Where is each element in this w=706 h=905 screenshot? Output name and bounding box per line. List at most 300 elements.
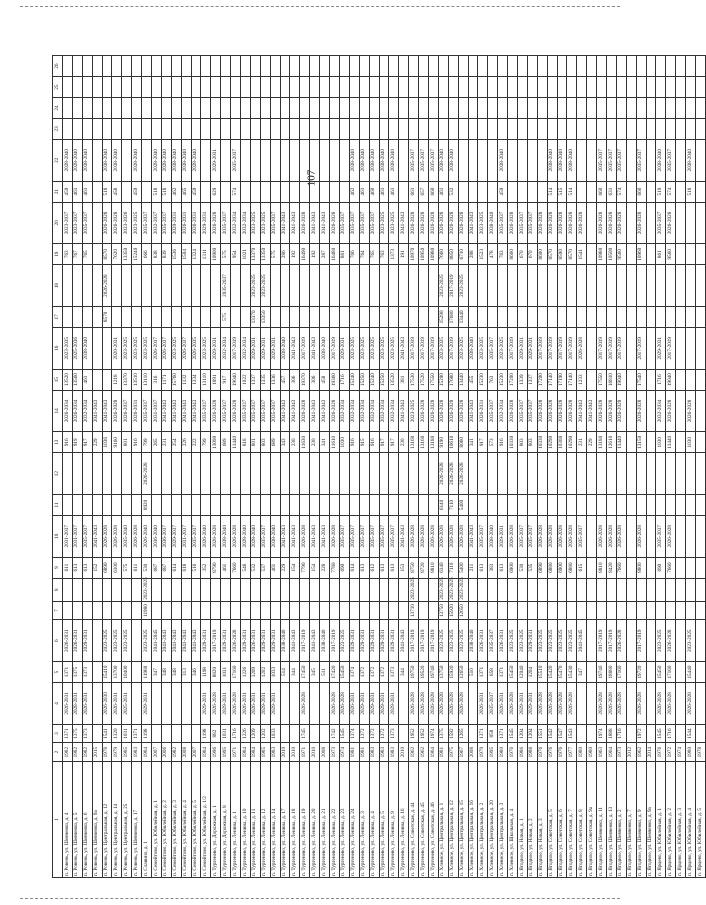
address-cell: п. Тургенево, ул. Дорожная, д. 1 xyxy=(211,761,221,877)
value-cell: 9560 xyxy=(616,244,626,265)
value-cell: 7110 xyxy=(448,494,458,515)
value-cell: 2026-2028 xyxy=(557,515,567,557)
value-cell xyxy=(676,139,686,181)
value-cell: 7110 xyxy=(448,557,458,578)
value-cell xyxy=(587,683,597,725)
address-cell: п. Ярцево, ул. Юбилейная, д. 1 xyxy=(656,761,666,877)
value-cell: 661 xyxy=(409,181,419,202)
value-cell xyxy=(577,306,587,327)
value-cell xyxy=(161,683,171,725)
value-cell xyxy=(478,181,488,202)
value-cell xyxy=(171,683,181,725)
value-cell xyxy=(201,494,211,515)
value-cell xyxy=(686,601,696,620)
value-cell xyxy=(250,601,260,620)
value-cell xyxy=(290,578,300,601)
value-cell: 1544 xyxy=(686,724,696,743)
value-cell: 2038-2040 xyxy=(686,139,696,181)
address-cell: п. Тургенево, ул. Ленина, д. 21 xyxy=(320,761,330,877)
value-cell xyxy=(92,181,102,202)
value-cell xyxy=(320,181,330,202)
value-cell: 614 xyxy=(349,557,359,578)
value-cell xyxy=(587,181,597,202)
value-cell xyxy=(666,601,676,620)
value-cell: 9190 xyxy=(438,432,448,453)
year-cell: 1984 xyxy=(241,743,251,762)
empty-cell xyxy=(211,118,221,139)
empty-cell xyxy=(260,118,270,139)
value-cell: 1233 xyxy=(577,369,587,390)
value-cell: 2026-2028 xyxy=(686,390,696,432)
value-cell xyxy=(389,578,399,601)
value-cell: 917 xyxy=(221,369,231,390)
value-cell: 2029-2031 xyxy=(389,620,399,662)
value-cell: 613 xyxy=(389,557,399,578)
value-cell xyxy=(82,453,92,495)
value-cell: 1372 xyxy=(379,724,389,743)
value-cell xyxy=(349,494,359,515)
value-cell xyxy=(231,265,241,307)
empty-cell xyxy=(686,98,696,119)
value-cell: 532 xyxy=(250,557,260,578)
value-cell: 5400 xyxy=(458,494,468,515)
table-row xyxy=(330,56,340,878)
table-row xyxy=(122,56,132,878)
value-cell xyxy=(310,306,320,327)
value-cell: 1031 xyxy=(122,724,132,743)
value-cell: 2028-2040 xyxy=(63,139,73,181)
value-cell: 2026-2028 xyxy=(132,515,142,557)
value-cell xyxy=(577,265,587,307)
value-cell xyxy=(221,181,231,202)
empty-cell xyxy=(389,98,399,119)
value-cell: 839 xyxy=(161,244,171,265)
address-cell: п. Тургенево, ул. Советская, д. 45 xyxy=(419,761,429,877)
value-cell xyxy=(468,139,478,181)
value-cell: 2035-2040 xyxy=(122,515,132,557)
empty-cell xyxy=(527,98,537,119)
value-cell: 916 xyxy=(132,432,142,453)
value-cell: 13150 xyxy=(636,432,646,453)
value-cell: 2017-2019 xyxy=(508,327,518,369)
value-cell: 535 xyxy=(527,557,537,578)
value-cell xyxy=(676,494,686,515)
year-cell: 1995 xyxy=(221,743,231,762)
value-cell: 2029-2031 xyxy=(379,683,389,725)
empty-cell xyxy=(557,56,567,77)
value-cell: 2026-2028 xyxy=(419,202,429,244)
repair-schedule-table xyxy=(52,55,706,878)
value-cell: 2017-2019 xyxy=(557,327,567,369)
value-cell xyxy=(587,557,597,578)
value-cell: 2020-2031 xyxy=(171,202,181,244)
table-row xyxy=(161,56,171,878)
value-cell: 13110 xyxy=(201,369,211,390)
empty-cell xyxy=(646,77,656,98)
value-cell xyxy=(656,453,666,495)
value-cell: 12650 xyxy=(458,601,468,620)
value-cell xyxy=(419,601,429,620)
empty-cell xyxy=(587,77,597,98)
value-cell: 2023-2025 xyxy=(132,327,142,369)
value-cell xyxy=(161,265,171,307)
value-cell xyxy=(122,181,132,202)
value-cell: 2035-2037 xyxy=(606,139,616,181)
empty-cell xyxy=(517,56,527,77)
value-cell xyxy=(399,453,409,495)
empty-cell xyxy=(280,77,290,98)
address-cell: п. Семейтово, ул. Юбилейная, д. 2 xyxy=(161,761,171,877)
year-cell: 2010 xyxy=(310,743,320,762)
value-cell xyxy=(280,139,290,181)
value-cell: 2028-2040 xyxy=(72,139,82,181)
value-cell xyxy=(379,265,389,307)
value-cell xyxy=(498,494,508,515)
value-cell xyxy=(102,453,112,495)
empty-cell xyxy=(498,56,508,77)
empty-cell xyxy=(161,98,171,119)
value-cell: 2026-2028 xyxy=(330,515,340,557)
value-cell: 2029-2031 xyxy=(221,620,231,662)
empty-cell xyxy=(290,77,300,98)
year-cell: 1977 xyxy=(567,743,577,762)
value-cell: 13350 xyxy=(122,244,132,265)
value-cell xyxy=(280,265,290,307)
value-cell: 2026-2028 xyxy=(547,683,557,725)
value-cell xyxy=(122,265,132,307)
value-cell: 2026-2031 xyxy=(250,683,260,725)
value-cell: 2038-2040 xyxy=(468,327,478,369)
empty-cell xyxy=(646,56,656,77)
value-cell xyxy=(201,578,211,601)
value-cell: 17530 xyxy=(409,369,419,390)
value-cell: 2026-2031 xyxy=(112,683,122,725)
value-cell: 6880 xyxy=(547,557,557,578)
value-cell xyxy=(537,139,547,181)
value-cell xyxy=(676,390,686,432)
value-cell xyxy=(211,601,221,620)
table-row xyxy=(389,56,399,878)
value-cell: 459 xyxy=(498,181,508,202)
address-cell: п. Хлевное, ул. Центральная, д. 1 xyxy=(438,761,448,877)
value-cell xyxy=(82,494,92,515)
empty-cell xyxy=(349,56,359,77)
empty-cell xyxy=(201,118,211,139)
value-cell: 345 xyxy=(310,662,320,683)
table-row xyxy=(339,56,349,878)
empty-cell xyxy=(280,98,290,119)
value-cell: 346 xyxy=(191,662,201,683)
column-header-6: 6 xyxy=(53,620,63,662)
value-cell xyxy=(241,601,251,620)
value-cell: 2041-2043 xyxy=(399,515,409,557)
value-cell: 1375 xyxy=(72,724,82,743)
value-cell: 1372 xyxy=(359,662,369,683)
value-cell xyxy=(132,453,142,495)
empty-cell xyxy=(468,98,478,119)
value-cell: 1374 xyxy=(349,662,359,683)
value-cell xyxy=(300,181,310,202)
value-cell: 1888 xyxy=(606,724,616,743)
value-cell xyxy=(676,181,686,202)
empty-cell xyxy=(498,77,508,98)
value-cell xyxy=(290,683,300,725)
value-cell xyxy=(399,181,409,202)
value-cell xyxy=(696,202,706,244)
value-cell: 2026-2028 xyxy=(458,453,468,495)
value-cell xyxy=(112,601,122,620)
year-cell: 1981 xyxy=(359,743,369,762)
value-cell: 1371 xyxy=(63,662,73,683)
value-cell: 2023-2037 xyxy=(72,202,82,244)
value-cell: 2035-2037 xyxy=(389,515,399,557)
empty-cell xyxy=(606,77,616,98)
value-cell: 2035-2037 xyxy=(270,202,280,244)
value-cell: 10950 xyxy=(419,244,429,265)
value-cell: 2023-2025 xyxy=(458,578,468,601)
value-cell: 2026-2028 xyxy=(606,515,616,557)
table-row xyxy=(567,56,577,878)
value-cell: 11980 xyxy=(142,601,152,620)
value-cell: 1372 xyxy=(359,724,369,743)
empty-cell xyxy=(72,98,82,119)
value-cell: 2041-2043 xyxy=(171,620,181,662)
value-cell: 2026-2040 xyxy=(142,515,152,557)
value-cell: 8600 xyxy=(537,244,547,265)
value-cell xyxy=(587,494,597,515)
value-cell: 226 xyxy=(181,432,191,453)
value-cell: 765 xyxy=(82,244,92,265)
value-cell: 1198 xyxy=(142,724,152,743)
value-cell: 2036-2040 xyxy=(152,515,162,557)
value-cell: 2041-2043 xyxy=(290,390,300,432)
value-cell xyxy=(260,601,270,620)
value-cell xyxy=(626,432,636,453)
value-cell: 801 xyxy=(122,432,132,453)
value-cell xyxy=(676,432,686,453)
empty-cell xyxy=(616,98,626,119)
address-cell: п. Ровень, ул. Шевченко, д. 17 xyxy=(132,761,142,877)
value-cell: 1375 xyxy=(72,662,82,683)
value-cell xyxy=(241,453,251,495)
column-header-3: 3 xyxy=(53,724,63,743)
value-cell: 348 xyxy=(161,662,171,683)
value-cell xyxy=(201,306,211,327)
value-cell: 15290 xyxy=(438,306,448,327)
value-cell: 13710 xyxy=(409,601,419,620)
empty-cell xyxy=(63,56,73,77)
value-cell: 1974 xyxy=(428,724,438,743)
value-cell: 7660 xyxy=(438,244,448,265)
address-cell: п. Тургенево, ул. Ленина, д. 5 xyxy=(379,761,389,877)
value-cell: 2038-2040 xyxy=(112,139,122,181)
value-cell xyxy=(92,601,102,620)
value-cell: 2026-2028 xyxy=(438,683,448,725)
value-cell: 666 xyxy=(142,244,152,265)
value-cell: 2035-2037 xyxy=(369,202,379,244)
value-cell: 7660 xyxy=(616,557,626,578)
value-cell: 2026-2028 xyxy=(557,390,567,432)
value-cell xyxy=(181,494,191,515)
value-cell xyxy=(389,306,399,327)
value-cell: 613 xyxy=(72,557,82,578)
value-cell xyxy=(686,244,696,265)
empty-cell xyxy=(676,118,686,139)
value-cell: 2038-2040 xyxy=(82,327,92,369)
value-cell xyxy=(686,515,696,557)
value-cell: 1031 xyxy=(221,662,231,683)
value-cell: 2026-2028 xyxy=(231,390,241,432)
value-cell: 1202 xyxy=(260,724,270,743)
value-cell: 2041-2043 xyxy=(290,515,300,557)
value-cell: 1952 xyxy=(409,724,419,743)
value-cell: 514 xyxy=(280,662,290,683)
value-cell: 1545 xyxy=(339,724,349,743)
value-cell xyxy=(142,265,152,307)
address-cell: п. Тургенево, ул. Ленина, д. 22 xyxy=(330,761,340,877)
value-cell: 1742 xyxy=(330,724,340,743)
empty-cell xyxy=(300,77,310,98)
empty-cell xyxy=(379,77,389,98)
value-cell: 1371 xyxy=(478,662,488,683)
value-cell xyxy=(369,494,379,515)
empty-cell xyxy=(626,56,636,77)
value-cell: 192 xyxy=(290,244,300,265)
value-cell xyxy=(676,369,686,390)
value-cell: 765 xyxy=(369,244,379,265)
value-cell xyxy=(201,601,211,620)
value-cell xyxy=(646,432,656,453)
value-cell: 518 xyxy=(161,181,171,202)
value-cell xyxy=(181,724,191,743)
value-cell: 917 xyxy=(82,432,92,453)
empty-cell xyxy=(349,98,359,119)
value-cell: 2029-2031 xyxy=(270,683,280,725)
value-cell xyxy=(626,683,636,725)
year-cell: 1971 xyxy=(231,743,241,762)
value-cell: 2026-2028 xyxy=(409,515,419,557)
value-cell xyxy=(320,139,330,181)
empty-cell xyxy=(488,98,498,119)
value-cell xyxy=(310,724,320,743)
value-cell: 2032-2034 xyxy=(389,390,399,432)
value-cell: 2035-2037 xyxy=(349,202,359,244)
value-cell: 13110 xyxy=(142,369,152,390)
empty-cell xyxy=(171,56,181,77)
value-cell: 2038-2040 xyxy=(567,139,577,181)
value-cell xyxy=(656,494,666,515)
table-row xyxy=(270,56,280,878)
year-cell: 1972 xyxy=(666,743,676,762)
value-cell xyxy=(201,181,211,202)
empty-cell xyxy=(517,118,527,139)
value-cell: 2026-2028 xyxy=(300,202,310,244)
value-cell: 615 xyxy=(577,557,587,578)
value-cell xyxy=(92,724,102,743)
value-cell xyxy=(696,327,706,369)
value-cell xyxy=(626,494,636,515)
value-cell: 5400 xyxy=(458,557,468,578)
empty-cell xyxy=(191,77,201,98)
value-cell: 2035-2037 xyxy=(82,202,92,244)
value-cell: 2026-2037 xyxy=(152,327,162,369)
value-cell: 2026-2028 xyxy=(547,515,557,557)
empty-cell xyxy=(478,98,488,119)
empty-cell xyxy=(191,98,201,119)
value-cell xyxy=(92,244,102,265)
value-cell: 2035-2037 xyxy=(369,515,379,557)
value-cell xyxy=(517,265,527,307)
value-cell: 2035-2037 xyxy=(527,390,537,432)
value-cell xyxy=(527,181,537,202)
year-cell: 1967 xyxy=(458,743,468,762)
year-cell: 1984 xyxy=(142,743,152,762)
year-cell: 1980 xyxy=(498,743,508,762)
value-cell: 2026-2028 xyxy=(102,202,112,244)
value-cell xyxy=(92,683,102,725)
value-cell: 2029-2031 xyxy=(211,139,221,181)
value-cell: 1716 xyxy=(616,724,626,743)
value-cell xyxy=(181,453,191,495)
year-cell: 1962 xyxy=(636,743,646,762)
value-cell xyxy=(696,724,706,743)
value-cell: 2031-2037 xyxy=(72,515,82,557)
value-cell xyxy=(112,494,122,515)
value-cell xyxy=(537,453,547,495)
value-cell xyxy=(221,601,231,620)
value-cell: 1541 xyxy=(102,724,112,743)
value-cell: 2029-2031 xyxy=(270,620,280,662)
value-cell: 2035-2037 xyxy=(349,515,359,557)
value-cell: 2041-2043 xyxy=(310,620,320,662)
value-cell: 19360 xyxy=(330,369,340,390)
value-cell: 2029-2031 xyxy=(250,327,260,369)
value-cell: 2041-2043 xyxy=(280,515,290,557)
table-row xyxy=(676,56,686,878)
value-cell xyxy=(72,306,82,327)
value-cell: 352 xyxy=(201,557,211,578)
value-cell: 2026-2030 xyxy=(102,683,112,725)
value-cell: 2041-2045 xyxy=(152,620,162,662)
empty-cell xyxy=(63,118,73,139)
value-cell: 2035-2037 xyxy=(517,390,527,432)
value-cell xyxy=(577,578,587,601)
value-cell xyxy=(636,265,646,307)
empty-cell xyxy=(656,56,666,77)
value-cell xyxy=(250,453,260,495)
value-cell: 2035-2037 xyxy=(359,515,369,557)
value-cell: 2026-2028 xyxy=(231,620,241,662)
value-cell: 2025-2036 xyxy=(72,327,82,369)
value-cell: 2026-2028 xyxy=(606,202,616,244)
value-cell xyxy=(221,453,231,495)
value-cell: 2026-2028 xyxy=(557,202,567,244)
value-cell: 574 xyxy=(616,181,626,202)
column-header-26: 26 xyxy=(53,56,63,77)
value-cell xyxy=(112,306,122,327)
value-cell: 2035-2037 xyxy=(488,327,498,369)
value-cell xyxy=(537,578,547,601)
empty-cell xyxy=(330,77,340,98)
value-cell: 803 xyxy=(260,432,270,453)
value-cell: 2035-2037 xyxy=(616,139,626,181)
value-cell: 2017-2019 xyxy=(409,620,419,662)
value-cell: 230 xyxy=(290,432,300,453)
value-cell: 2029-2031 xyxy=(260,327,270,369)
empty-cell xyxy=(250,118,260,139)
empty-cell xyxy=(438,56,448,77)
value-cell: 288 xyxy=(468,244,478,265)
